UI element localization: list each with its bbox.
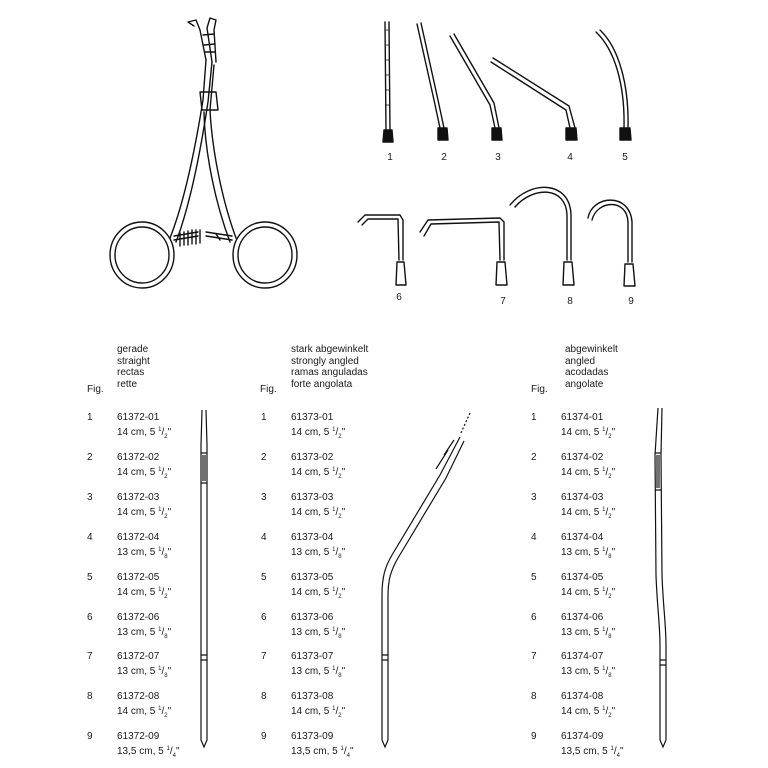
product-row	[261, 572, 381, 598]
header-line: acodadas	[565, 367, 609, 378]
article-code: 61372-07	[117, 651, 160, 662]
instrument-illustrations	[0, 0, 768, 340]
product-row	[261, 651, 381, 677]
article-size: 14 cm, 5 $^1/_2$"	[117, 706, 172, 719]
fig-number: 2	[87, 452, 93, 463]
product-row	[531, 612, 651, 638]
tip-drawing-4	[491, 58, 577, 140]
fraction-denominator: 2	[338, 434, 342, 440]
fig-column-label: Fig.	[260, 384, 277, 395]
fig-number: 5	[531, 572, 537, 583]
tip-drawing-9	[588, 200, 635, 286]
article-size: 14 cm, 5 $^1/_2$"	[561, 427, 616, 440]
article-code: 61373-07	[291, 651, 334, 662]
fraction-numerator: 1	[602, 467, 606, 473]
fraction-numerator: 1	[332, 507, 336, 513]
article-code: 61374-07	[561, 651, 604, 662]
article-size: 13 cm, 5 $^1/_8$"	[291, 627, 346, 640]
fraction-numerator: 1	[602, 706, 606, 712]
article-size: 14 cm, 5 $^1/_2$"	[291, 427, 346, 440]
product-row	[261, 612, 381, 638]
fraction-denominator: 2	[608, 594, 612, 600]
article-size: 13 cm, 5 $^1/_8$"	[291, 666, 346, 679]
fig-number: 3	[261, 492, 267, 503]
fraction-denominator: 4	[616, 753, 620, 759]
fraction-denominator: 2	[338, 713, 342, 719]
size-text: 14 cm, 5	[291, 507, 330, 518]
product-row	[531, 572, 651, 598]
size-text: 14 cm, 5	[291, 587, 330, 598]
article-code: 61373-03	[291, 492, 334, 503]
article-size: 13 cm, 5 $^1/_8$"	[561, 666, 616, 679]
header-line: angled	[565, 355, 596, 367]
fraction-denominator: 8	[338, 554, 342, 560]
article-size: 14 cm, 5 $^1/_2$"	[561, 706, 616, 719]
article-size: 13 cm, 5 $^1/_8$"	[117, 666, 172, 679]
product-row	[87, 412, 207, 438]
fraction-denominator: 8	[164, 634, 168, 640]
article-code: 61372-01	[117, 412, 160, 423]
size-text: 13 cm, 5	[561, 547, 600, 558]
article-code: 61373-01	[291, 412, 334, 423]
product-row	[531, 532, 651, 558]
fraction-denominator: 8	[608, 634, 612, 640]
fig-number: 6	[531, 612, 537, 623]
tip-number-6: 6	[396, 292, 402, 303]
fraction-numerator: 1	[158, 547, 162, 553]
article-code: 61374-06	[561, 612, 604, 623]
article-size: 14 cm, 5 $^1/_2$"	[117, 507, 172, 520]
article-code: 61372-03	[117, 492, 160, 503]
fig-number: 9	[87, 731, 93, 742]
article-code: 61373-09	[291, 731, 334, 742]
fig-number: 6	[261, 612, 267, 623]
article-size: 13 cm, 5 $^1/_8$"	[291, 547, 346, 560]
fraction-denominator: 8	[338, 673, 342, 679]
article-code: 61373-02	[291, 452, 334, 463]
article-size: 13 cm, 5 $^1/_8$"	[561, 627, 616, 640]
fraction-numerator: 1	[158, 706, 162, 712]
article-code: 61373-08	[291, 691, 334, 702]
header-line: forte angolata	[291, 378, 353, 390]
size-text: 13 cm, 5	[117, 666, 156, 677]
size-text: 14 cm, 5	[117, 507, 156, 518]
header-line: abgewinkelt	[565, 344, 618, 355]
fraction-numerator: 1	[166, 746, 170, 752]
column-header-strongly-angled	[291, 344, 368, 390]
fig-number: 5	[87, 572, 93, 583]
article-size: 14 cm, 5 $^1/_2$"	[561, 587, 616, 600]
size-text: 13 cm, 5	[561, 666, 600, 677]
fraction-denominator: 8	[608, 673, 612, 679]
article-size: 14 cm, 5 $^1/_2$"	[291, 706, 346, 719]
article-code: 61374-08	[561, 691, 604, 702]
tip-number-1: 1	[387, 152, 393, 163]
product-row	[87, 532, 207, 558]
fraction-numerator: 1	[610, 746, 614, 752]
header-line: rette	[117, 378, 138, 390]
size-text: 13 cm, 5	[117, 547, 156, 558]
fraction-numerator: 1	[332, 666, 336, 672]
article-size: 13,5 cm, 5 $^1/_4$"	[117, 746, 180, 759]
article-code: 61372-04	[117, 532, 160, 543]
fraction-denominator: 2	[338, 474, 342, 480]
instrument-angled-drawing	[640, 405, 680, 755]
article-size: 14 cm, 5 $^1/_2$"	[117, 587, 172, 600]
header-line: stark abgewinkelt	[291, 344, 369, 355]
product-row	[531, 731, 651, 757]
size-text: 13 cm, 5	[291, 627, 330, 638]
fraction-denominator: 8	[164, 673, 168, 679]
fig-number: 4	[531, 532, 537, 543]
tip-number-5: 5	[622, 152, 628, 163]
product-row	[261, 691, 381, 717]
article-code: 61374-03	[561, 492, 604, 503]
fraction-numerator: 1	[332, 627, 336, 633]
article-code: 61372-08	[117, 691, 160, 702]
fig-number: 9	[261, 731, 267, 742]
instrument-straight-drawing	[190, 405, 220, 755]
fraction-numerator: 1	[602, 507, 606, 513]
tip-number-2: 2	[441, 152, 447, 163]
tip-number-9: 9	[628, 296, 634, 307]
fig-number: 7	[261, 651, 267, 662]
tip-drawing-7	[420, 218, 507, 285]
article-size: 13 cm, 5 $^1/_8$"	[117, 547, 172, 560]
size-text: 13 cm, 5	[291, 666, 330, 677]
product-row	[87, 731, 207, 757]
size-text: 13 cm, 5	[291, 547, 330, 558]
column-header-angled	[565, 344, 618, 390]
fraction-numerator: 1	[158, 627, 162, 633]
tip-drawing-3	[450, 34, 502, 140]
product-row	[261, 492, 381, 518]
size-text: 14 cm, 5	[561, 587, 600, 598]
fraction-denominator: 8	[164, 554, 168, 560]
fraction-denominator: 2	[164, 434, 168, 440]
size-text: 14 cm, 5	[561, 427, 600, 438]
fraction-denominator: 2	[338, 594, 342, 600]
fraction-denominator: 2	[338, 514, 342, 520]
article-size: 14 cm, 5 $^1/_2$"	[117, 467, 172, 480]
fraction-numerator: 1	[158, 467, 162, 473]
article-size: 13 cm, 5 $^1/_8$"	[561, 547, 616, 560]
article-code: 61374-02	[561, 452, 604, 463]
fraction-numerator: 1	[332, 587, 336, 593]
article-size: 14 cm, 5 $^1/_2$"	[561, 507, 616, 520]
fraction-numerator: 1	[602, 427, 606, 433]
header-line: gerade	[117, 344, 149, 355]
product-row	[261, 731, 381, 757]
fig-number: 3	[531, 492, 537, 503]
article-code: 61374-09	[561, 731, 604, 742]
fraction-numerator: 1	[158, 587, 162, 593]
fraction-numerator: 1	[332, 706, 336, 712]
article-size: 13,5 cm, 5 $^1/_4$"	[561, 746, 624, 759]
fraction-denominator: 2	[608, 474, 612, 480]
size-text: 13,5 cm, 5	[561, 746, 608, 757]
fraction-denominator: 4	[172, 753, 176, 759]
fraction-numerator: 1	[340, 746, 344, 752]
size-text: 14 cm, 5	[117, 467, 156, 478]
product-row	[531, 452, 651, 478]
fig-number: 3	[87, 492, 93, 503]
fraction-denominator: 2	[608, 713, 612, 719]
fraction-denominator: 8	[608, 554, 612, 560]
fraction-numerator: 1	[158, 427, 162, 433]
bulldog-clamp-drawing	[110, 18, 297, 288]
size-text: 13 cm, 5	[117, 627, 156, 638]
product-row	[531, 651, 651, 677]
product-row	[531, 691, 651, 717]
article-size: 14 cm, 5 $^1/_2$"	[291, 507, 346, 520]
fig-number: 7	[531, 651, 537, 662]
fig-number: 4	[87, 532, 93, 543]
article-code: 61372-05	[117, 572, 160, 583]
product-row	[261, 452, 381, 478]
fig-number: 1	[261, 412, 267, 423]
article-code: 61374-04	[561, 532, 604, 543]
size-text: 13 cm, 5	[561, 627, 600, 638]
fig-number: 2	[261, 452, 267, 463]
header-line: straight	[117, 355, 150, 367]
article-code: 61374-01	[561, 412, 604, 423]
fig-number: 6	[87, 612, 93, 623]
fig-number: 4	[261, 532, 267, 543]
product-row	[87, 492, 207, 518]
tip-drawing-5	[596, 30, 631, 140]
size-text: 14 cm, 5	[117, 427, 156, 438]
size-text: 14 cm, 5	[291, 706, 330, 717]
size-text: 14 cm, 5	[117, 706, 156, 717]
article-code: 61372-02	[117, 452, 160, 463]
article-size: 14 cm, 5 $^1/_2$"	[291, 467, 346, 480]
fraction-numerator: 1	[602, 666, 606, 672]
fraction-denominator: 2	[164, 514, 168, 520]
instrument-strongly-angled-drawing	[370, 405, 480, 755]
product-row	[531, 412, 651, 438]
fig-number: 1	[87, 412, 93, 423]
fraction-numerator: 1	[602, 627, 606, 633]
fraction-numerator: 1	[602, 587, 606, 593]
article-size: 14 cm, 5 $^1/_2$"	[117, 427, 172, 440]
fig-number: 5	[261, 572, 267, 583]
product-row	[87, 452, 207, 478]
header-line: strongly angled	[291, 355, 359, 367]
fraction-denominator: 2	[164, 474, 168, 480]
article-code: 61374-05	[561, 572, 604, 583]
fig-number: 8	[261, 691, 267, 702]
size-text: 14 cm, 5	[561, 706, 600, 717]
size-text: 13,5 cm, 5	[117, 746, 164, 757]
tip-drawing-1	[383, 22, 393, 142]
fraction-denominator: 2	[608, 514, 612, 520]
fraction-numerator: 1	[332, 427, 336, 433]
tip-number-3: 3	[495, 152, 501, 163]
fig-number: 2	[531, 452, 537, 463]
product-row	[531, 492, 651, 518]
fig-number: 9	[531, 731, 537, 742]
size-text: 14 cm, 5	[291, 427, 330, 438]
fraction-denominator: 4	[346, 753, 350, 759]
fig-number: 8	[531, 691, 537, 702]
fraction-denominator: 2	[164, 713, 168, 719]
header-line: rectas	[117, 367, 145, 378]
fig-column-label: Fig.	[87, 384, 104, 395]
tip-drawing-6	[358, 215, 406, 285]
article-size: 14 cm, 5 $^1/_2$"	[291, 587, 346, 600]
article-code: 61372-06	[117, 612, 160, 623]
article-size: 13 cm, 5 $^1/_8$"	[117, 627, 172, 640]
fraction-numerator: 1	[158, 666, 162, 672]
article-size: 13,5 cm, 5 $^1/_4$"	[291, 746, 354, 759]
size-text: 14 cm, 5	[117, 587, 156, 598]
product-row	[87, 612, 207, 638]
fraction-denominator: 2	[164, 594, 168, 600]
size-text: 13,5 cm, 5	[291, 746, 338, 757]
fig-column-label: Fig.	[531, 384, 548, 395]
fraction-numerator: 1	[602, 547, 606, 553]
article-size: 14 cm, 5 $^1/_2$"	[561, 467, 616, 480]
product-row	[261, 532, 381, 558]
tip-number-7: 7	[500, 296, 506, 307]
tip-drawing-8	[510, 187, 574, 285]
tip-number-4: 4	[567, 152, 573, 163]
article-code: 61372-09	[117, 731, 160, 742]
product-row	[87, 651, 207, 677]
fig-number: 8	[87, 691, 93, 702]
tip-number-8: 8	[567, 296, 573, 307]
size-text: 14 cm, 5	[291, 467, 330, 478]
fraction-denominator: 2	[608, 434, 612, 440]
product-row	[87, 691, 207, 717]
product-row	[87, 572, 207, 598]
size-text: 14 cm, 5	[561, 507, 600, 518]
tip-drawing-2	[417, 23, 448, 140]
article-code: 61373-04	[291, 532, 334, 543]
article-code: 61373-05	[291, 572, 334, 583]
fraction-numerator: 1	[332, 467, 336, 473]
fig-number: 1	[531, 412, 537, 423]
header-line: ramas anguladas	[291, 367, 368, 378]
fraction-numerator: 1	[158, 507, 162, 513]
header-line: angolate	[565, 378, 604, 390]
size-text: 14 cm, 5	[561, 467, 600, 478]
fraction-denominator: 8	[338, 634, 342, 640]
fraction-numerator: 1	[332, 547, 336, 553]
fig-number: 7	[87, 651, 93, 662]
column-header-straight	[117, 344, 150, 390]
article-code: 61373-06	[291, 612, 334, 623]
product-row	[261, 412, 381, 438]
